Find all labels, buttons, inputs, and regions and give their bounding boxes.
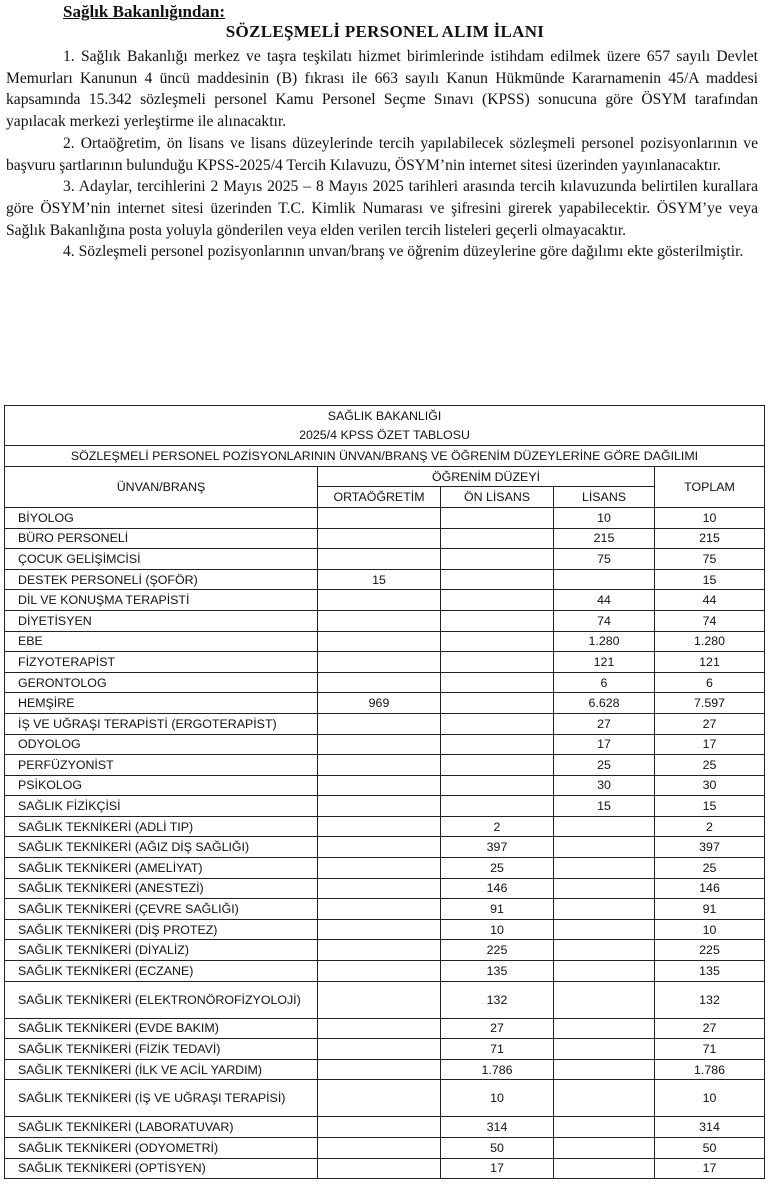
total-count-cell: 1.280	[655, 631, 765, 652]
total-count-cell: 132	[655, 981, 765, 1018]
secondary-count-cell	[318, 652, 441, 673]
total-count-cell: 25	[655, 858, 765, 879]
secondary-count-cell	[318, 775, 441, 796]
table-row	[5, 981, 765, 1018]
secondary-count-cell	[318, 549, 441, 570]
bachelor-count-cell	[554, 1018, 655, 1039]
position-title-cell: HEMŞİRE	[5, 693, 318, 714]
position-title-cell: SAĞLIK TEKNİKERİ (EVDE BAKIM)	[5, 1018, 318, 1039]
secondary-count-cell	[318, 713, 441, 734]
bachelor-count-cell	[554, 1039, 655, 1060]
bachelor-count-cell	[554, 919, 655, 940]
bachelor-count-cell: 6.628	[554, 693, 655, 714]
total-count-cell: 121	[655, 652, 765, 673]
total-count-cell: 146	[655, 878, 765, 899]
position-title-cell: SAĞLIK TEKNİKERİ (AMELİYAT)	[5, 858, 318, 879]
bachelor-count-cell	[554, 569, 655, 590]
associate-count-cell	[441, 610, 554, 631]
bachelor-count-cell	[554, 878, 655, 899]
associate-count-cell	[441, 672, 554, 693]
associate-count-cell	[441, 713, 554, 734]
secondary-count-cell	[318, 734, 441, 755]
associate-count-cell	[441, 631, 554, 652]
paragraph-4: 4. Sözleşmeli personel pozisyonlarının unvan/branş ve öğrenim düzeylerine göre dağılımı ekte gösterilmiştir.	[63, 243, 744, 261]
table-row	[5, 507, 765, 528]
table-title-ministry: SAĞLIK BAKANLIĞI	[5, 406, 765, 426]
total-count-cell: 10	[655, 1080, 765, 1117]
total-count-cell: 27	[655, 1018, 765, 1039]
position-title-cell: SAĞLIK FİZİKÇİSİ	[5, 796, 318, 817]
paragraph-1: 1. Sağlık Bakanlığı merkez ve taşra teşkilatı hizmet birimlerinde istihdam edilmek üzere 657 sayılı Devlet Memurları Kanunun 4 üncü maddesinin (B) fıkrası ile 663 sayılı Kanun Hükmünde Kararnamenin 45/A maddesi kapsamında 15.342 sözleşmeli personel Kamu Personel Seçme Sınavı (KPSS) sonucuna göre ÖSYM tarafından yapılacak merkezi yerleştirme ile alınacaktır.	[6, 48, 758, 131]
notice-body	[6, 46, 758, 263]
secondary-count-cell	[318, 796, 441, 817]
table-row	[5, 610, 765, 631]
position-title-cell: PERFÜZYONİST	[5, 755, 318, 776]
total-count-cell: 25	[655, 755, 765, 776]
associate-count-cell: 91	[441, 899, 554, 920]
position-title-cell: DİYETİSYEN	[5, 610, 318, 631]
secondary-count-cell	[318, 837, 441, 858]
associate-count-cell: 314	[441, 1117, 554, 1138]
paragraph-3: 3. Adaylar, tercihlerini 2 Mayıs 2025 – 8 Mayıs 2025 tarihleri arasında tercih kılavuzunda belirtilen kurallara göre ÖSYM’nin internet sitesi üzerinden T.C. Kimlik Numarası ve şifresini girerek yapabilecektir. ÖSYM’ye veya Sağlık Bakanlığına posta yoluyla gönderilen veya elden verilen tercih listeleri geçerli olmayacaktır.	[6, 178, 758, 239]
associate-count-cell: 397	[441, 837, 554, 858]
total-count-cell: 15	[655, 796, 765, 817]
table-row	[5, 1138, 765, 1159]
table-row	[5, 693, 765, 714]
total-count-cell: 75	[655, 549, 765, 570]
table-row	[5, 672, 765, 693]
table-row	[5, 549, 765, 570]
total-count-cell: 50	[655, 1138, 765, 1159]
position-title-cell: SAĞLIK TEKNİKERİ (ADLİ TIP)	[5, 816, 318, 837]
position-title-cell: FİZYOTERAPİST	[5, 652, 318, 673]
secondary-count-cell	[318, 1080, 441, 1117]
secondary-count-cell	[318, 940, 441, 961]
bachelor-count-cell: 121	[554, 652, 655, 673]
associate-count-cell: 132	[441, 981, 554, 1018]
bachelor-count-cell: 215	[554, 528, 655, 549]
table-row	[5, 631, 765, 652]
total-count-cell: 10	[655, 919, 765, 940]
position-title-cell: BÜRO PERSONELİ	[5, 528, 318, 549]
table-row	[5, 1158, 765, 1179]
total-count-cell: 15	[655, 569, 765, 590]
associate-count-cell: 10	[441, 1080, 554, 1117]
position-title-cell: ÇOCUK GELİŞİMCİSİ	[5, 549, 318, 570]
bachelor-count-cell: 1.280	[554, 631, 655, 652]
bachelor-count-cell: 17	[554, 734, 655, 755]
secondary-count-cell	[318, 1117, 441, 1138]
secondary-count-cell	[318, 528, 441, 549]
secondary-count-cell	[318, 755, 441, 776]
secondary-count-cell	[318, 1018, 441, 1039]
ministry-heading: Sağlık Bakanlığından:	[63, 2, 226, 21]
bachelor-count-cell	[554, 981, 655, 1018]
secondary-count-cell: 15	[318, 569, 441, 590]
summary-table	[4, 405, 765, 1179]
table-row	[5, 899, 765, 920]
table-row	[5, 878, 765, 899]
associate-count-cell: 135	[441, 961, 554, 982]
secondary-count-cell	[318, 961, 441, 982]
total-count-cell: 6	[655, 672, 765, 693]
position-title-cell: SAĞLIK TEKNİKERİ (ELEKTRONÖROFİZYOLOJİ)	[5, 981, 318, 1018]
position-title-cell: SAĞLIK TEKNİKERİ (OPTİSYEN)	[5, 1158, 318, 1179]
total-count-cell: 74	[655, 610, 765, 631]
table-title-distribution: SÖZLEŞMELİ PERSONEL POZİSYONLARININ ÜNVAN/BRANŞ VE ÖĞRENİM DÜZEYLERİNE GÖRE DAĞILIMI	[5, 446, 765, 467]
table-body	[5, 507, 765, 1178]
notice-title: SÖZLEŞMELİ PERSONEL ALIM İLANI	[225, 22, 545, 41]
position-title-cell: SAĞLIK TEKNİKERİ (ANESTEZİ)	[5, 878, 318, 899]
associate-count-cell: 71	[441, 1039, 554, 1060]
secondary-count-cell	[318, 858, 441, 879]
position-title-cell: SAĞLIK TEKNİKERİ (DİŞ PROTEZ)	[5, 919, 318, 940]
table-row	[5, 755, 765, 776]
col-header-total: TOPLAM	[655, 466, 765, 507]
associate-count-cell	[441, 528, 554, 549]
associate-count-cell: 17	[441, 1158, 554, 1179]
bachelor-count-cell	[554, 1059, 655, 1080]
bachelor-count-cell: 25	[554, 755, 655, 776]
position-title-cell: GERONTOLOG	[5, 672, 318, 693]
associate-count-cell	[441, 507, 554, 528]
table-row	[5, 528, 765, 549]
total-count-cell: 17	[655, 1158, 765, 1179]
bachelor-count-cell	[554, 837, 655, 858]
secondary-count-cell	[318, 1138, 441, 1159]
associate-count-cell: 27	[441, 1018, 554, 1039]
col-header-education-level: ÖĞRENİM DÜZEYİ	[318, 466, 655, 487]
table-title-summary: 2025/4 KPSS ÖZET TABLOSU	[5, 426, 765, 446]
secondary-count-cell	[318, 919, 441, 940]
associate-count-cell: 146	[441, 878, 554, 899]
table-row	[5, 713, 765, 734]
bachelor-count-cell	[554, 1117, 655, 1138]
secondary-count-cell	[318, 981, 441, 1018]
bachelor-count-cell: 30	[554, 775, 655, 796]
total-count-cell: 44	[655, 590, 765, 611]
secondary-count-cell	[318, 1158, 441, 1179]
position-title-cell: SAĞLIK TEKNİKERİ (DİYALİZ)	[5, 940, 318, 961]
total-count-cell: 7.597	[655, 693, 765, 714]
total-count-cell: 10	[655, 507, 765, 528]
table-row	[5, 652, 765, 673]
total-count-cell: 215	[655, 528, 765, 549]
total-count-cell: 397	[655, 837, 765, 858]
table-row	[5, 919, 765, 940]
position-title-cell: EBE	[5, 631, 318, 652]
col-header-bachelor: LİSANS	[554, 487, 655, 508]
total-count-cell: 91	[655, 899, 765, 920]
secondary-count-cell	[318, 878, 441, 899]
secondary-count-cell	[318, 590, 441, 611]
position-title-cell: SAĞLIK TEKNİKERİ (ODYOMETRİ)	[5, 1138, 318, 1159]
position-title-cell: BİYOLOG	[5, 507, 318, 528]
bachelor-count-cell	[554, 816, 655, 837]
total-count-cell: 225	[655, 940, 765, 961]
position-title-cell: SAĞLIK TEKNİKERİ (AĞIZ DİŞ SAĞLIĞI)	[5, 837, 318, 858]
position-title-cell: PSİKOLOG	[5, 775, 318, 796]
table-row	[5, 569, 765, 590]
associate-count-cell: 10	[441, 919, 554, 940]
position-title-cell: SAĞLIK TEKNİKERİ (FİZİK TEDAVİ)	[5, 1039, 318, 1060]
bachelor-count-cell: 15	[554, 796, 655, 817]
table-row	[5, 1117, 765, 1138]
position-title-cell: İŞ VE UĞRAŞI TERAPİSTİ (ERGOTERAPİST)	[5, 713, 318, 734]
associate-count-cell	[441, 549, 554, 570]
bachelor-count-cell: 44	[554, 590, 655, 611]
secondary-count-cell	[318, 610, 441, 631]
table-row	[5, 961, 765, 982]
associate-count-cell: 2	[441, 816, 554, 837]
secondary-count-cell	[318, 507, 441, 528]
col-header-associate: ÖN LİSANS	[441, 487, 554, 508]
table-row	[5, 940, 765, 961]
secondary-count-cell	[318, 899, 441, 920]
table-row	[5, 734, 765, 755]
associate-count-cell	[441, 569, 554, 590]
position-title-cell: SAĞLIK TEKNİKERİ (LABORATUVAR)	[5, 1117, 318, 1138]
bachelor-count-cell: 74	[554, 610, 655, 631]
table-row	[5, 590, 765, 611]
paragraph-2: 2. Ortaöğretim, ön lisans ve lisans düzeylerinde tercih yapılabilecek sözleşmeli personel pozisyonlarının ve başvuru şartlarının bulunduğu KPSS-2025/4 Tercih Kılavuzu, ÖSYM’nin internet sitesi üzerinden yayınlanacaktır.	[6, 134, 758, 174]
associate-count-cell	[441, 693, 554, 714]
associate-count-cell	[441, 755, 554, 776]
position-title-cell: SAĞLIK TEKNİKERİ (ECZANE)	[5, 961, 318, 982]
position-title-cell: DİL VE KONUŞMA TERAPİSTİ	[5, 590, 318, 611]
col-header-secondary: ORTAÖĞRETİM	[318, 487, 441, 508]
bachelor-count-cell	[554, 858, 655, 879]
associate-count-cell	[441, 590, 554, 611]
table-row	[5, 1039, 765, 1060]
secondary-count-cell	[318, 1059, 441, 1080]
associate-count-cell: 25	[441, 858, 554, 879]
table-row	[5, 1080, 765, 1117]
secondary-count-cell: 969	[318, 693, 441, 714]
associate-count-cell	[441, 734, 554, 755]
associate-count-cell: 225	[441, 940, 554, 961]
table-row	[5, 858, 765, 879]
bachelor-count-cell	[554, 961, 655, 982]
bachelor-count-cell: 6	[554, 672, 655, 693]
bachelor-count-cell: 75	[554, 549, 655, 570]
secondary-count-cell	[318, 1039, 441, 1060]
position-title-cell: SAĞLIK TEKNİKERİ (ÇEVRE SAĞLIĞI)	[5, 899, 318, 920]
associate-count-cell: 50	[441, 1138, 554, 1159]
total-count-cell: 71	[655, 1039, 765, 1060]
total-count-cell: 17	[655, 734, 765, 755]
bachelor-count-cell: 10	[554, 507, 655, 528]
table-row	[5, 1018, 765, 1039]
table-row	[5, 837, 765, 858]
total-count-cell: 2	[655, 816, 765, 837]
bachelor-count-cell	[554, 1138, 655, 1159]
bachelor-count-cell	[554, 1080, 655, 1117]
associate-count-cell	[441, 652, 554, 673]
secondary-count-cell	[318, 816, 441, 837]
table-row	[5, 1059, 765, 1080]
secondary-count-cell	[318, 672, 441, 693]
secondary-count-cell	[318, 631, 441, 652]
position-title-cell: SAĞLIK TEKNİKERİ (İLK VE ACİL YARDIM)	[5, 1059, 318, 1080]
table-row	[5, 775, 765, 796]
total-count-cell: 135	[655, 961, 765, 982]
table-row	[5, 796, 765, 817]
associate-count-cell	[441, 775, 554, 796]
total-count-cell: 27	[655, 713, 765, 734]
bachelor-count-cell	[554, 1158, 655, 1179]
associate-count-cell: 1.786	[441, 1059, 554, 1080]
position-title-cell: ODYOLOG	[5, 734, 318, 755]
position-title-cell: SAĞLIK TEKNİKERİ (İŞ VE UĞRAŞI TERAPİSİ)	[5, 1080, 318, 1117]
col-header-title: ÜNVAN/BRANŞ	[5, 466, 318, 507]
total-count-cell: 1.786	[655, 1059, 765, 1080]
position-title-cell: DESTEK PERSONELİ (ŞOFÖR)	[5, 569, 318, 590]
total-count-cell: 30	[655, 775, 765, 796]
bachelor-count-cell	[554, 940, 655, 961]
bachelor-count-cell	[554, 899, 655, 920]
table-row	[5, 816, 765, 837]
total-count-cell: 314	[655, 1117, 765, 1138]
associate-count-cell	[441, 796, 554, 817]
bachelor-count-cell: 27	[554, 713, 655, 734]
